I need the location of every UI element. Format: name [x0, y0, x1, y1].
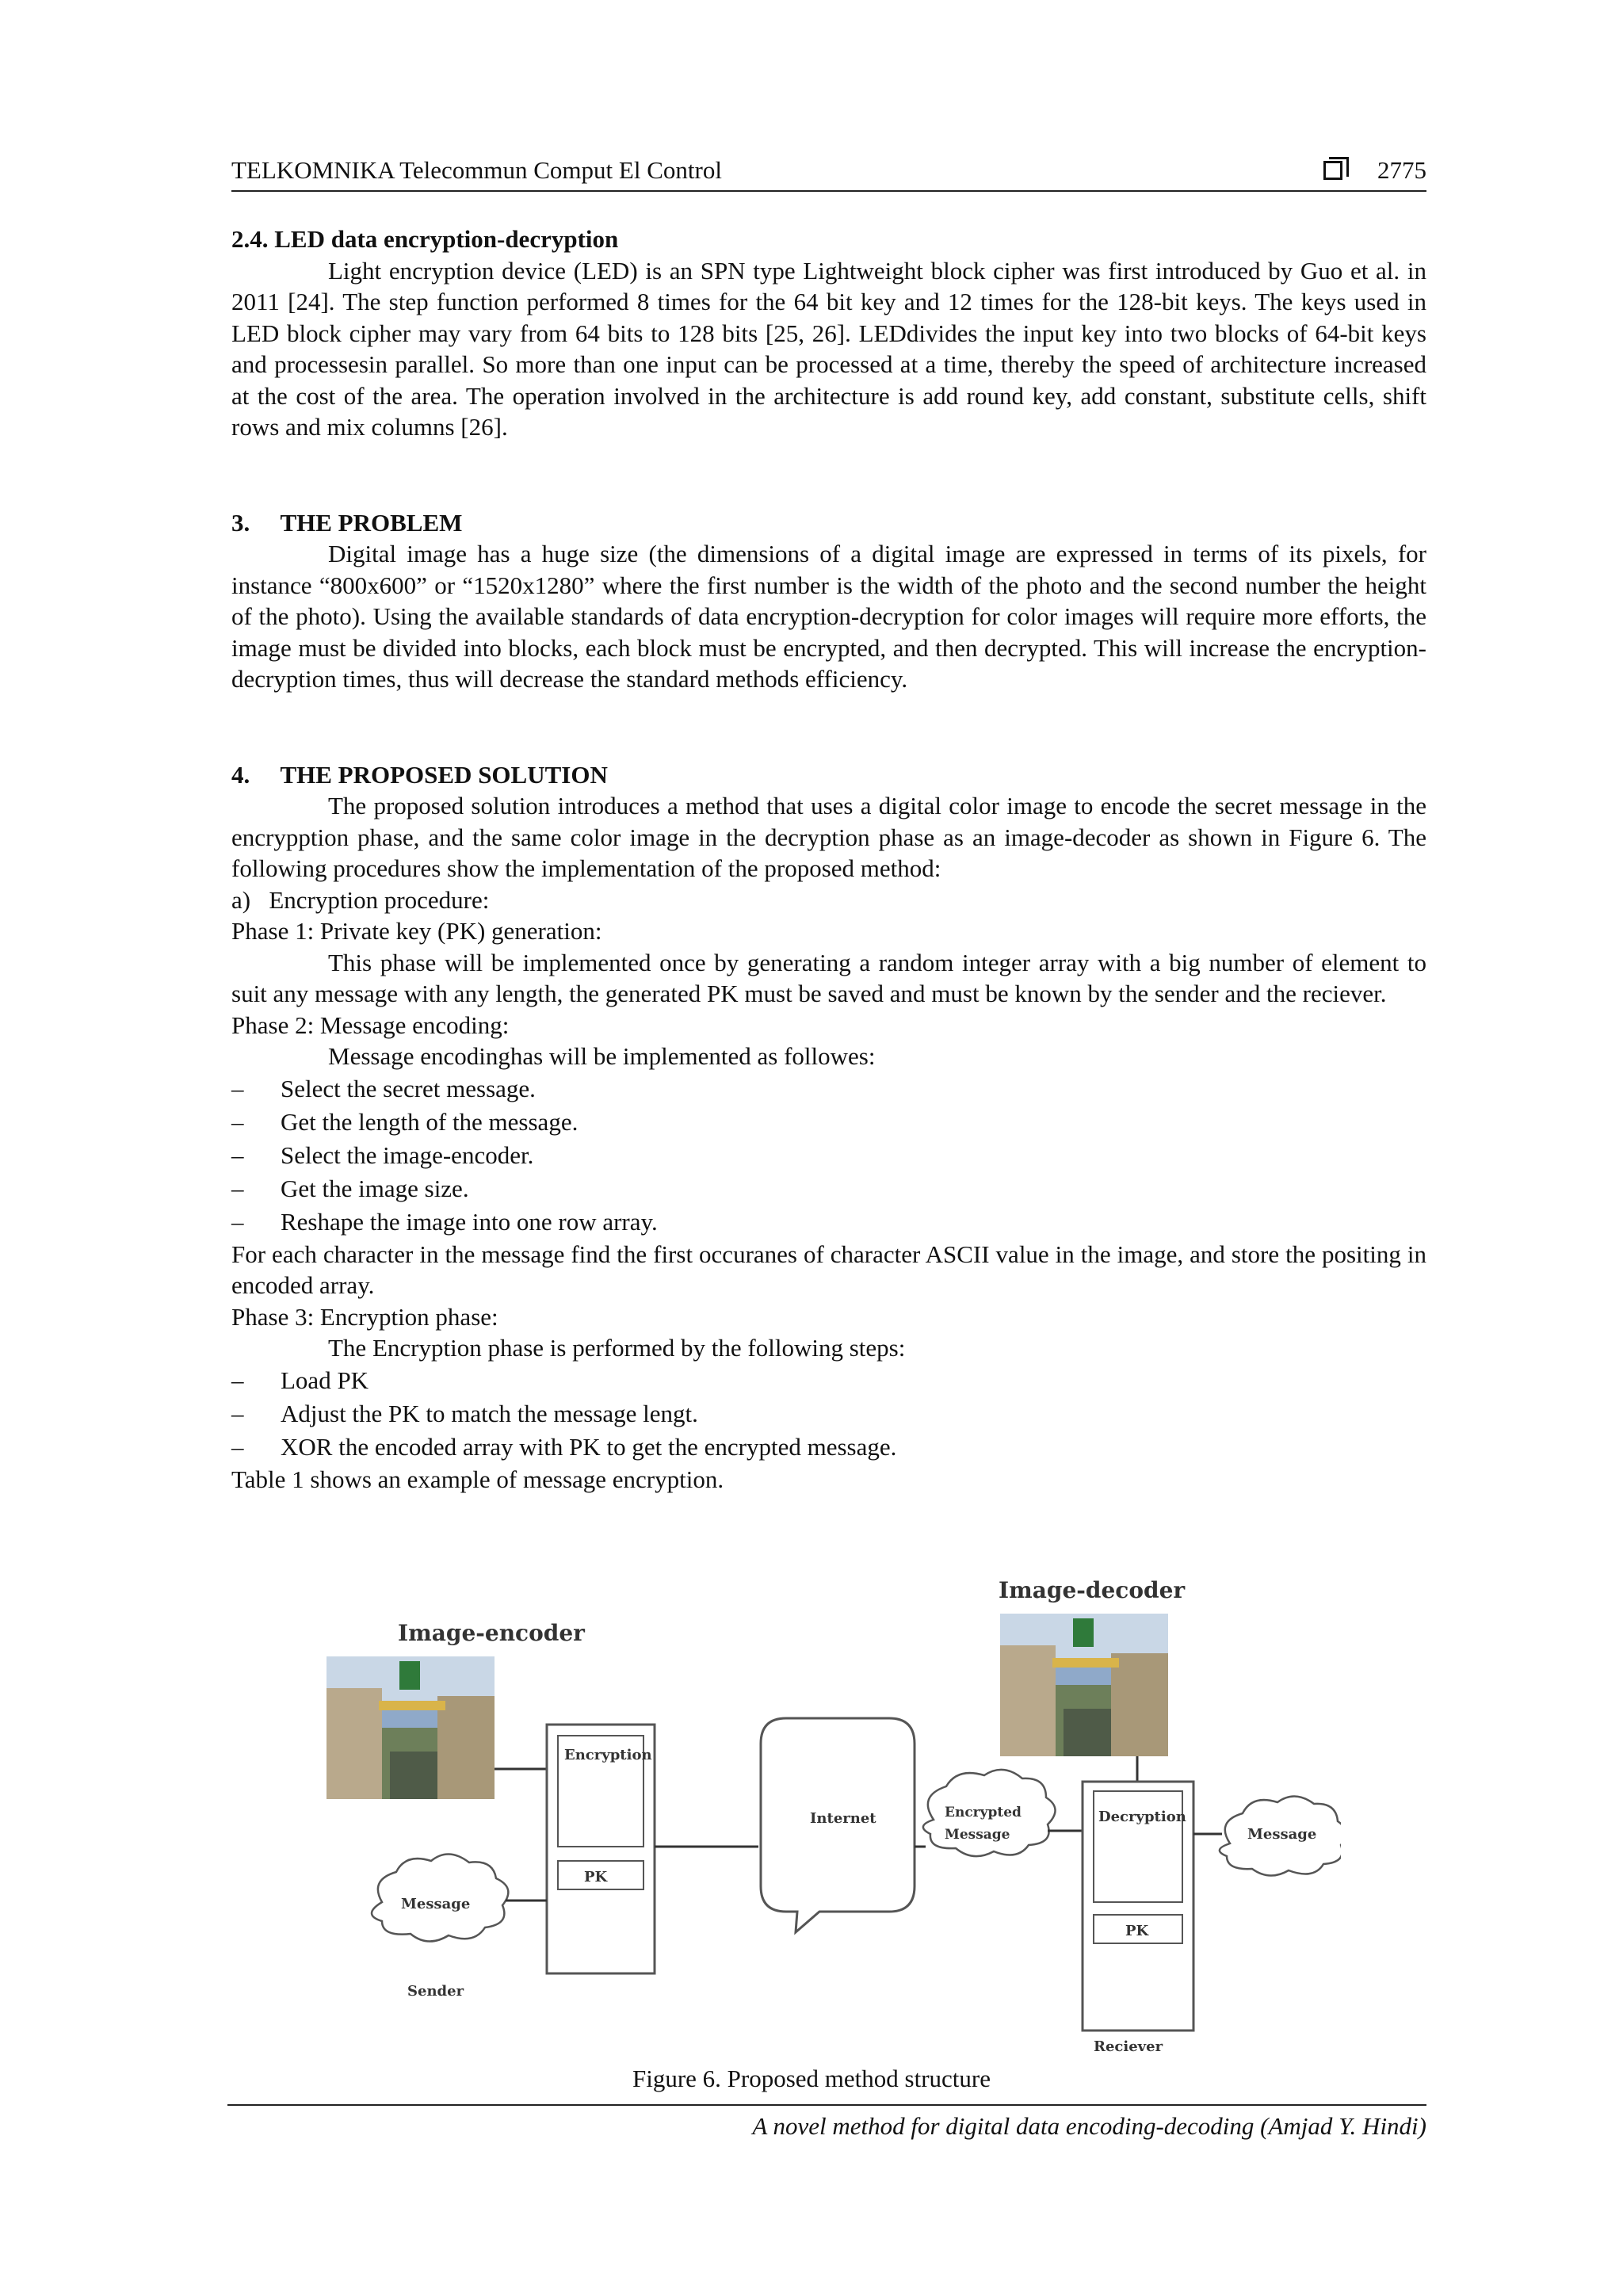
footer-rule: [227, 2104, 1426, 2106]
paragraph-problem: Digital image has a huge size (the dimensions of a digital image are expressed in terms of its pixels, for instance “800x600” or “1520x1280” where the first number is the width of the photo and the second number the height of the photo). Using the available standards of data encryption-decryption for color images will require more efforts, the image must be divided into blocks, each block must be encrypted, and then decrypted. This will increase the encryption-decryption times, thus will decrease the standard methods efficiency.: [231, 540, 1426, 693]
figure-proposed-method: [311, 1569, 1341, 2061]
list-item: – Adjust the PK to match the message lengt.: [231, 1397, 1426, 1431]
table-reference: Table 1 shows an example of message encryption.: [231, 1465, 724, 1493]
image-encoder-label: Image-encoder: [398, 1620, 585, 1646]
page-box-icon: [1323, 161, 1342, 180]
phase2-intro: Message encodinghas will be implemented as followes:: [328, 1042, 876, 1070]
list-item: – Select the secret message.: [231, 1072, 1426, 1106]
decryption-label: Decryption: [1098, 1809, 1186, 1825]
receiver-label: Reciever: [1094, 2038, 1163, 2055]
sender-label: Sender: [407, 1983, 464, 2000]
section-heading-3: 3. THE PROBLEM: [231, 508, 463, 537]
journal-title: TELKOMNIKA Telecommun Comput El Control: [231, 156, 722, 184]
image-decoder-label: Image-decoder: [999, 1577, 1186, 1603]
list-item: – Get the image size.: [231, 1172, 1426, 1205]
list-item: – Reshape the image into one row array.: [231, 1205, 1426, 1239]
pk-label-sender: PK: [584, 1869, 608, 1885]
encrypted-message-line2: Message: [945, 1827, 1010, 1843]
paragraph-led: Light encryption device (LED) is an SPN type Lightweight block cipher was first introduced by Guo et al. in 2011 [24]. The step function performed 8 times for the 64 bit key and 12 times for the 128-bit keys. The keys used in LED block cipher may vary from 64 bits to 128 bits [25, 26]. LEDdivides the input key into two blocks of 64-bit keys and processesin parallel. So more than one input can be processed at a time, thereby the speed of architecture increased at the cost of the area. The operation involved in the architecture is add round key, add constant, substitute cells, shift rows and mix columns [26].: [231, 256, 1426, 441]
phase2-title: Phase 2: Message encoding:: [231, 1010, 510, 1039]
phase1-title: Phase 1: Private key (PK) generation:: [231, 917, 602, 945]
figure-caption: Figure 6. Proposed method structure: [632, 2065, 991, 2092]
page-content: [231, 151, 1426, 1495]
image-decoder-photo: [1000, 1614, 1168, 1756]
phase3-title: Phase 3: Encryption phase:: [231, 1302, 498, 1331]
image-encoder-photo: [327, 1656, 495, 1799]
encrypted-message-line1: Encrypted: [945, 1805, 1022, 1820]
message-label-sender: Message: [401, 1896, 471, 1912]
running-header: [231, 151, 1426, 192]
internet-label: Internet: [810, 1810, 876, 1827]
message-label-receiver: Message: [1247, 1826, 1317, 1843]
pk-label-receiver: PK: [1125, 1923, 1149, 1939]
list-item: – Load PK: [231, 1364, 1426, 1397]
procedure-a: a) Encryption procedure:: [231, 885, 490, 914]
decryption-box: [1094, 1791, 1182, 1902]
running-footer: A novel method for digital data encoding-decoding (Amjad Y. Hindi): [752, 2112, 1426, 2140]
body-text: [231, 223, 1426, 1495]
list-item: – Select the image-encoder.: [231, 1139, 1426, 1172]
paragraph-solution-intro: The proposed solution introduces a method that uses a digital color image to encode the secret message in the encrypption phase, and the same color image in the decryption phase as an image-decoder as shown in Figure 6. The following procedures show the implementation of the proposed method:: [231, 792, 1426, 882]
list-item: – XOR the encoded array with PK to get the encrypted message.: [231, 1431, 1426, 1464]
section-heading-4: 4. THE PROPOSED SOLUTION: [231, 760, 608, 789]
phase1-text: This phase will be implemented once by generating a random integer array with a big number of element to suit any message with any length, the generated PK must be saved and must be known by the sender and the reciever.: [231, 948, 1426, 1007]
phase2-after: For each character in the message find the first occuranes of character ASCII value in the image, and store the positing in encoded array.: [231, 1240, 1426, 1299]
section-heading-2-4: 2.4. LED data encryption-decryption: [231, 225, 619, 253]
phase3-intro: The Encryption phase is performed by the following steps:: [328, 1334, 906, 1362]
page-number: 2775: [1377, 156, 1426, 184]
encryption-label: Encryption: [564, 1747, 652, 1763]
list-item: – Get the length of the message.: [231, 1106, 1426, 1139]
